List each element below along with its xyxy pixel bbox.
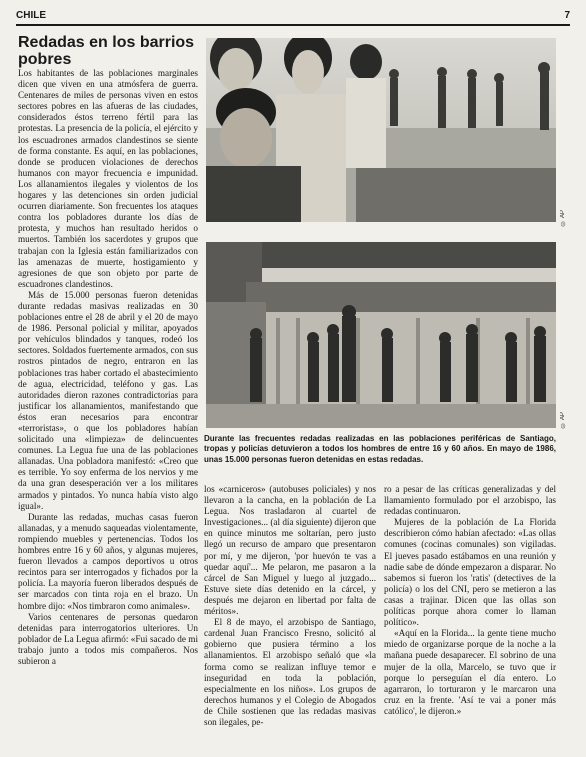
paragraph: Durante las redadas, muchas casas fueron allanadas, y a menudo saqueadas violentamente, rompiendo muebles y pertenencias. Todos los hombres entre 16 y 60 años, y algunas mujeres, fueron llevados a campos deportivos u otros recintos para ser interrogados y fichados por la policía. La mayoría fueron liberados después de ser marcados con tinta roja en el brazo. Un hombre dijo: «Nos timbraron como animales».	[18, 511, 198, 611]
paragraph: «Aquí en la Florida... la gente tiene mucho miedo de organizarse porque de la noche a la mañana puede desaparecer. El sobrino de una mujer de la olla, Marcelo, se tuvo que ir porque lo perseguían el día entero. Lo agarraron, lo torturaron y le marcaron una cruz en la frente. 'Así te vai a poner más católico', le dijeron.»	[384, 628, 556, 716]
page-number: 7	[564, 10, 570, 21]
article-column-2	[204, 484, 376, 749]
paragraph: Varios centenares de personas quedaron detenidas para interrogatorios ulteriores. Un poblador de La Legua afirmó: «Fui sacado de mi trabajo junto a todos mis compañeros. Nos subieron a	[18, 611, 198, 666]
paragraph: Los habitantes de las poblaciones marginales dicen que viven en una atmósfera de guerra. Centenares de miles de personas viven en estos sectores pobres en las afueras de las ciudades, considerados éstos terreno fértil para las protestas. La presencia de la policía, el ejército y los escuadrones armados clandestinos se siente de forma constante. Es aquí, en las poblaciones, donde se producen violaciones de derechos humanos con mayor frecuencia e impunidad. Los allanamientos ilegales y violentos de los hogares y las detenciones sin orden judicial ocurren diariamente. Son frecuentes los ataques contra los pobladores durante los días de protesta, y muchos han resultado heridos o muertos. También los sacerdotes y grupos que trabajan con la Iglesia están familiarizados con las amenazas de muerte, hostigamiento y agresiones de que son objeto por parte de escuadrones clandestinos.	[18, 68, 198, 289]
page-header	[16, 8, 570, 24]
photo-caption: Durante las frecuentes redadas realizadas en las poblaciones periféricas de Santiago, tropas y policías detuvieron a todos los hombres de entre 16 y 60 años. En mayo de 1986, unas 15.000 personas fueron detenidas en estas redadas.	[204, 434, 556, 464]
photo-soldiers-raid	[206, 242, 556, 428]
paragraph: Mujeres de la población de La Florida describieron cómo habían afectado: «Las ollas comunes (cocinas comunales) son vigiladas. El jueves pasado estábamos en una reunión y nadie sabe de dónde empezaron a disparar. No sabemos si fueron los 'ratis' (detectives de la policía) o los del CNI, pero se metieron a las casas a trajinar. Dicen que las ollas son políticas porque ahora comer lo llaman político».	[384, 517, 556, 628]
photo-credit-bottom: © AP	[560, 412, 566, 428]
article-column-1	[18, 68, 198, 748]
article-column-3	[384, 484, 556, 749]
section-label: CHILE	[16, 10, 46, 21]
photo-credit-top: © AP	[560, 210, 566, 226]
paragraph: los «carniceros» (autobuses policiales) y nos llevaron a la cancha, en la población de La Legua. Nos trasladaron al cuartel de Investigaciones... (al día siguiente) dijeron que en quince minutos me soltarían, pero justo llegó un recurso de amparo que presentaron por mí, y me dijeron, 'por huevón te vas a quedar aquí'... Me pelaron, me pasaron a la cárcel de San Miguel y luego al juzgado... Estuve siete días detenido en la cárcel, y después me dejaron en libertad por falta de méritos».	[204, 484, 376, 617]
article-title: Redadas en los barrios pobres	[18, 34, 195, 68]
photo-children-and-soldiers	[206, 38, 556, 222]
paragraph: Más de 15.000 personas fueron detenidas durante redadas masivas realizadas en 30 poblaciones entre el 28 de abril y el 20 de mayo de 1986. Personal policial y militar, apoyados por vehículos blindados y tanques, rodeó los sectores. Soldados fuertemente armados, con sus rostros pintados de negro, entraron en las poblaciones tras haber cortado el abastecimiento de agua, electricidad, teléfono y gas. Las autoridades dieron razones contradictorias para justificar los allanamientos, manifestando que éstos eran necesarios para encontrar «terroristas», o que los pobladores habían solicitado una «limpieza» de delincuentes comunes. La Legua fue una de las poblaciones allanadas. Una pobladora manifestó: «Creo que es terrible. Yo soy enferma de los nervios y me da una gran desesperación ver a los militares armados y pintados. Yo nunca había visto algo igual».	[18, 289, 198, 511]
paragraph: ro a pesar de las críticas generalizadas y del llamamiento formulado por el arzobispo, las redadas continuaron.	[384, 484, 556, 517]
header-rule	[16, 24, 570, 26]
paragraph: El 8 de mayo, el arzobispo de Santiago, cardenal Juan Francisco Fresno, solicitó al gobierno que pusiera término a los allanamientos. El arzobispo señaló que «la forma como se realizan influye temor e inseguridad en toda la población, especialmente en los niños». Los grupos de derechos humanos y el Colegio de Abogados de Chile sostienen que las redadas masivas son ilegales, pe-	[204, 617, 376, 727]
